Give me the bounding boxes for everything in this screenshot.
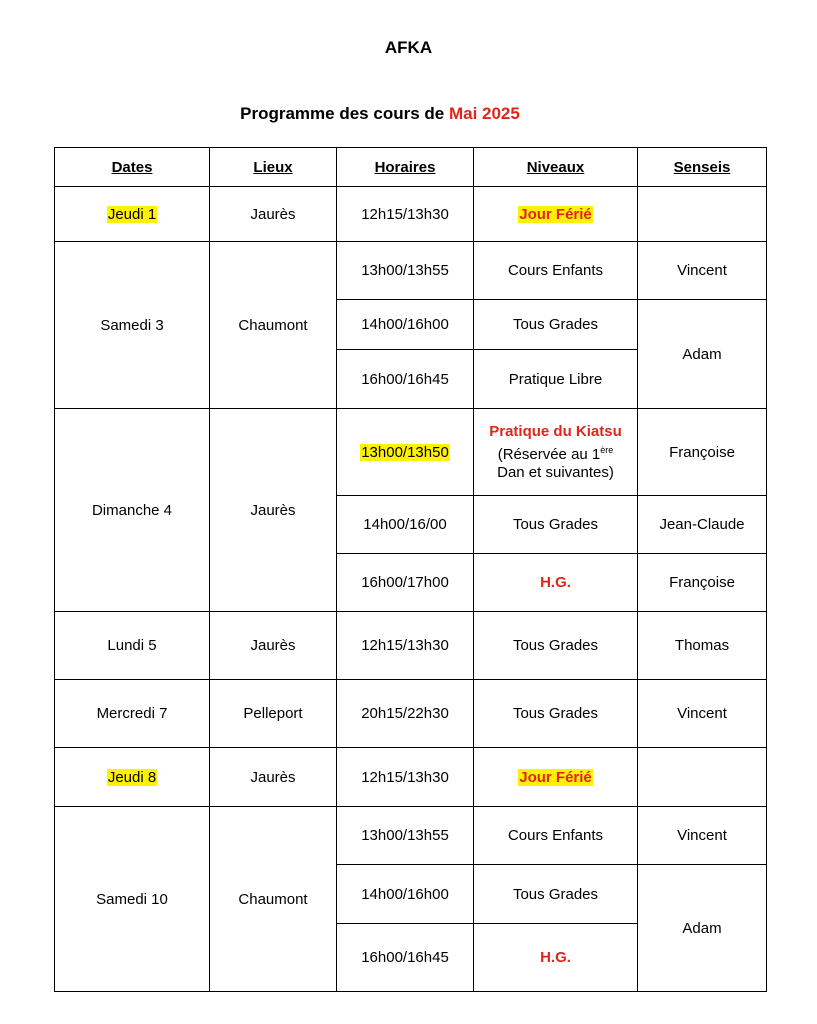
- niveau-cell: Tous Grades: [474, 300, 638, 350]
- table-row: [55, 242, 767, 300]
- horaire-cell: 16h00/16h45: [337, 350, 474, 409]
- niveau-cell: Cours Enfants: [474, 807, 638, 865]
- sensei-cell: [638, 187, 767, 242]
- sensei-cell: Françoise: [638, 554, 767, 612]
- header-senseis: Senseis: [638, 148, 767, 187]
- lieu-cell: Jaurès: [210, 409, 337, 612]
- date-cell: Dimanche 4: [55, 409, 210, 612]
- horaire-cell: 14h00/16h00: [337, 865, 474, 924]
- horaire-cell: 12h15/13h30: [337, 187, 474, 242]
- jour-ferie-label: Jour Férié: [519, 205, 592, 223]
- horaire-cell: 16h00/16h45: [337, 924, 474, 992]
- kiatsu-note: (Réservée au 1: [497, 445, 601, 463]
- date-cell: [55, 187, 210, 242]
- horaire-cell: 14h00/16/00: [337, 496, 474, 554]
- sensei-cell: [638, 748, 767, 807]
- table-row: [55, 807, 767, 865]
- table-row: [55, 409, 767, 496]
- niveau-cell: Tous Grades: [474, 612, 638, 680]
- lieu-cell: Jaurès: [210, 748, 337, 807]
- niveau-cell: Tous Grades: [474, 865, 638, 924]
- sensei-cell: Vincent: [638, 807, 767, 865]
- title-month: Mai 2025: [448, 104, 520, 123]
- table-row: [55, 748, 767, 807]
- table-row: [55, 680, 767, 748]
- horaire-cell: 12h15/13h30: [337, 612, 474, 680]
- lieu-cell: Chaumont: [210, 807, 337, 992]
- header-lieux: Lieux: [210, 148, 337, 187]
- niveau-cell: Tous Grades: [474, 496, 638, 554]
- horaire-cell: 12h15/13h30: [337, 748, 474, 807]
- horaire-cell: 16h00/17h00: [337, 554, 474, 612]
- sensei-cell: Françoise: [638, 409, 767, 496]
- date-cell: Lundi 5: [55, 612, 210, 680]
- kiatsu-note-sup: ère: [600, 444, 614, 455]
- sensei-cell: Jean-Claude: [638, 496, 767, 554]
- lieu-cell: Jaurès: [210, 612, 337, 680]
- niveau-cell: Pratique Libre: [474, 350, 638, 409]
- horaire-cell: 14h00/16h00: [337, 300, 474, 350]
- niveau-cell: [474, 187, 638, 242]
- niveau-cell: [474, 924, 638, 992]
- niveau-cell: Cours Enfants: [474, 242, 638, 300]
- date-cell: Mercredi 7: [55, 680, 210, 748]
- niveau-cell: [474, 554, 638, 612]
- lieu-cell: Pelleport: [210, 680, 337, 748]
- niveau-cell: [474, 748, 638, 807]
- date-cell: Samedi 10: [55, 807, 210, 992]
- header-dates: Dates: [55, 148, 210, 187]
- kiatsu-title: Pratique du Kiatsu: [489, 422, 622, 440]
- sensei-cell: Vincent: [638, 680, 767, 748]
- sensei-cell: Vincent: [638, 242, 767, 300]
- lieu-cell: Chaumont: [210, 242, 337, 409]
- sensei-cell: Adam: [638, 865, 767, 992]
- horaire-cell: 13h00/13h55: [337, 242, 474, 300]
- kiatsu-note-line3: Dan et suivantes): [497, 463, 614, 481]
- date-cell: Samedi 3: [55, 242, 210, 409]
- schedule-table: [54, 147, 767, 992]
- table-row: [55, 612, 767, 680]
- niveau-cell: [474, 409, 638, 496]
- page-title: [0, 104, 760, 124]
- jour-ferie-label: Jour Férié: [519, 768, 592, 786]
- sensei-cell: Thomas: [638, 612, 767, 680]
- header-niveaux: Niveaux: [474, 148, 638, 187]
- date-jeudi-1: Jeudi 1: [107, 205, 157, 223]
- horaire-cell: 13h00/13h55: [337, 807, 474, 865]
- date-jeudi-8: Jeudi 8: [107, 768, 157, 786]
- niveau-cell: Tous Grades: [474, 680, 638, 748]
- lieu-cell: Jaurès: [210, 187, 337, 242]
- hg-label: H.G.: [540, 949, 571, 966]
- organization-name: AFKA: [384, 38, 433, 57]
- horaire-highlighted: 13h00/13h50: [361, 443, 449, 461]
- horaire-cell: 20h15/22h30: [337, 680, 474, 748]
- title-prefix: Programme des cours de: [240, 104, 445, 123]
- kiatsu-note-line: [478, 441, 633, 464]
- date-cell: [55, 748, 210, 807]
- header-horaires: Horaires: [337, 148, 474, 187]
- hg-label: H.G.: [540, 574, 571, 591]
- sensei-cell: Adam: [638, 300, 767, 409]
- table-row: [55, 187, 767, 242]
- horaire-cell: [337, 409, 474, 496]
- header-row: [55, 148, 767, 187]
